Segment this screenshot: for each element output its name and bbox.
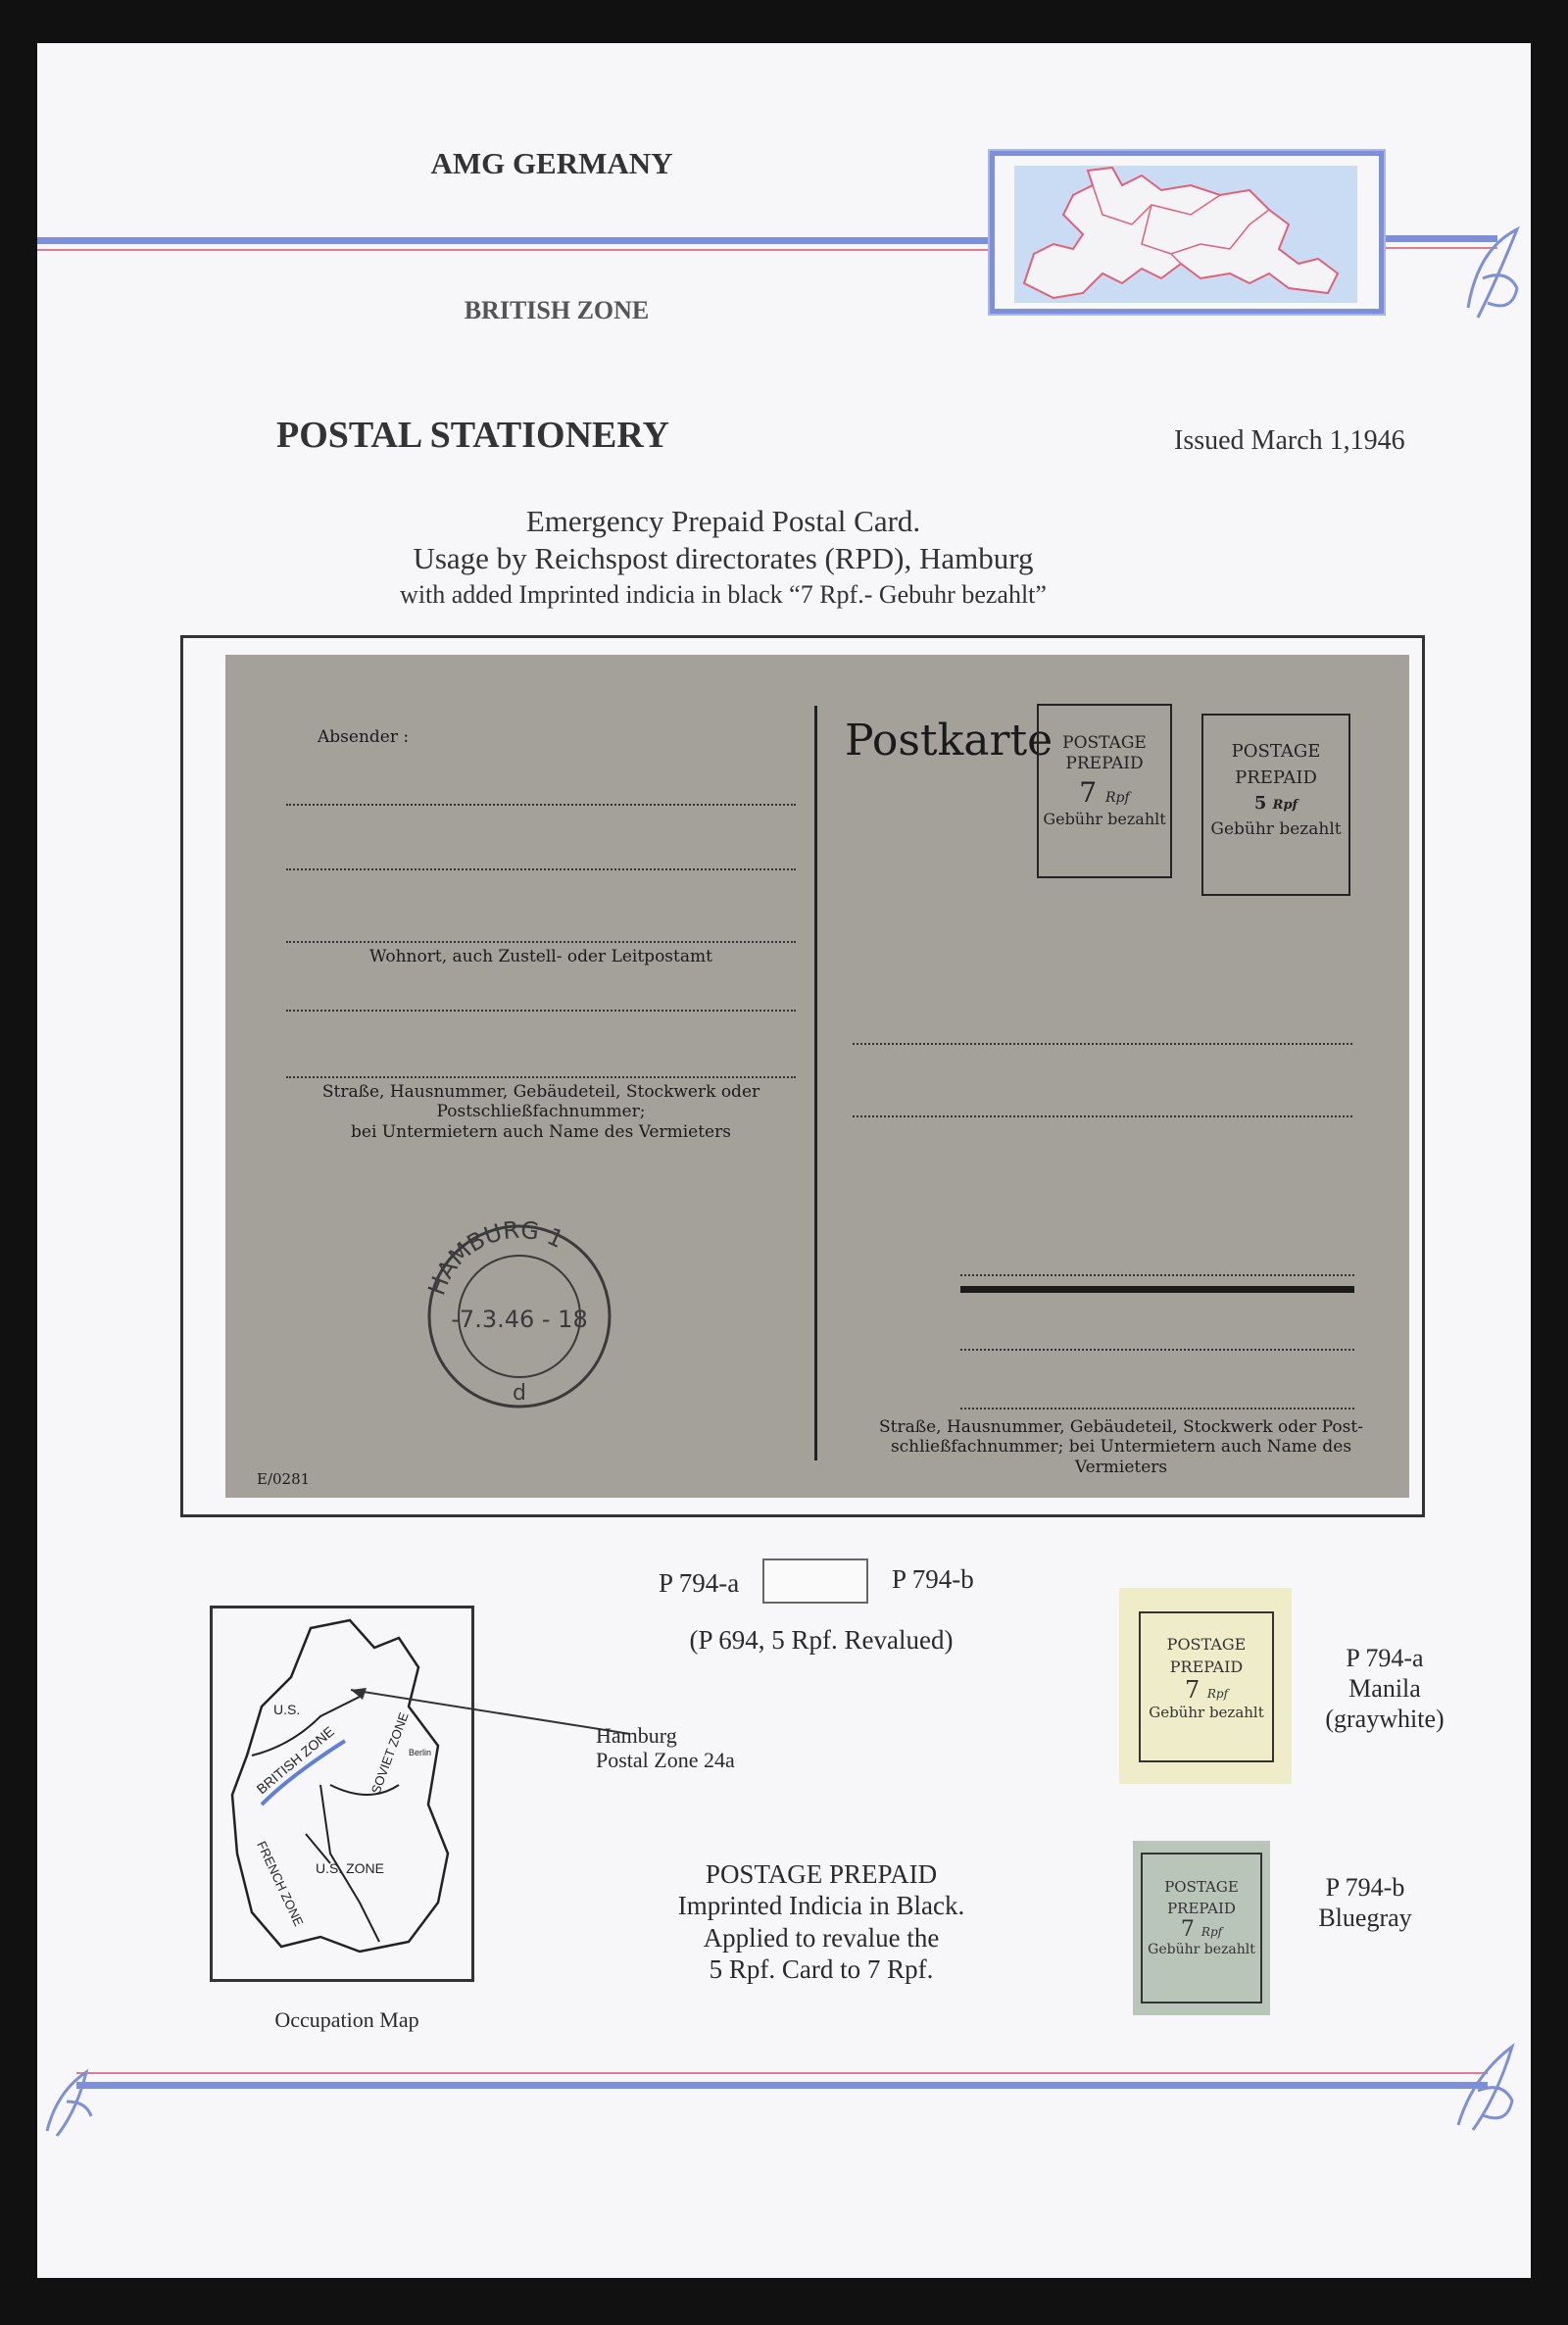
postmark-city: HAMBURG 1 [422,1215,568,1300]
occupation-map [210,1606,474,1982]
street-label-line1: Straße, Hausnummer, Gebäudeteil, Stockwerk oder [321,1082,760,1102]
dotted-line [853,1043,1352,1045]
stamp-value-number: 7 [1180,1917,1195,1942]
hamburg-callout [596,1723,735,1773]
map-caption: Occupation Map [274,2007,419,2032]
stamp-value [1143,1917,1260,1942]
svg-text:HAMBURG 1 [422,1216,567,1299]
map-label-us-south: U.S. ZONE [315,1860,385,1876]
postmark-letter: d [513,1381,526,1406]
europe-map [990,151,1384,314]
map-label-us-north: U.S. [273,1702,301,1717]
indicia-line3: Applied to revalue the [703,1922,940,1953]
stamp-unit: Rpf [1105,789,1130,806]
dotted-line [960,1408,1354,1410]
stamp-line4: Gebühr bezahlt [1210,818,1342,839]
dotted-line [960,1349,1354,1351]
stamp-value [1203,793,1348,816]
recipient-label-line2: schließfachnummer; bei Untermietern auch Name des Vermieters [890,1437,1352,1477]
dotted-line [286,941,796,943]
country-title: AMG GERMANY [430,146,673,180]
map-label-french: FRENCH ZONE [254,1838,307,1929]
occupation-map-drawing [213,1608,471,1979]
top-blue-line [37,237,988,244]
hamburg-callout-arrow [341,1680,635,1749]
flourish-top-right [1458,220,1531,327]
postcard-divider [814,706,817,1460]
variety-b-cutout [1133,1841,1270,2015]
stamp-line1: POSTAGE [1062,733,1147,753]
indicia-line2: Imprinted Indicia in Black. [677,1891,965,1921]
dotted-line [286,1076,796,1078]
variety-b-stamp [1141,1853,1262,2003]
variety-b-name: Bluegray [1318,1904,1412,1933]
issue-date: Issued March 1,1946 [1174,425,1405,456]
callout-line1: Hamburg [596,1723,677,1748]
stamp-line2: PREPAID [1169,1657,1244,1676]
card-code: E/0281 [257,1470,311,1488]
dotted-line [853,1115,1352,1117]
variety-a-cutout [1119,1588,1292,1784]
europe-map-image [995,156,1379,309]
album-page [37,43,1531,2278]
postkarte-title: Postkarte [845,716,1054,766]
stamp-unit: Rpf [1200,1925,1223,1939]
indicia-explanation [625,1858,1017,1986]
dotted-line [286,804,796,806]
bottom-red-line [76,2072,1488,2074]
map-label-berlin: Berlin [409,1748,432,1757]
stamp-unit: Rpf [1272,798,1298,813]
imprint-7-rpf [1037,704,1172,878]
stamp-line4: Gebühr bezahlt [1148,1942,1255,1957]
zone-subtitle: BRITISH ZONE [464,296,650,324]
postcard [225,655,1409,1498]
flourish-bottom-right [1448,2037,1527,2135]
variety-a-id: P 794-a [1346,1644,1424,1672]
stamp-value-number: 7 [1184,1676,1200,1704]
stamp-line2: PREPAID [1235,767,1317,788]
flourish-bottom-left [37,2062,106,2141]
recipient-label-line1: Straße, Hausnummer, Gebäudeteil, Stockwerk oder Post- [879,1417,1363,1437]
stamp-line4: Gebühr bezahlt [1149,1704,1264,1721]
stamp-line2: PREPAID [1167,1900,1236,1917]
stamp-line2: PREPAID [1065,754,1144,774]
catalog-note: (P 694, 5 Rpf. Revalued) [689,1625,954,1655]
stamp-line1: POSTAGE [1231,741,1321,762]
variety-a-label [1311,1643,1458,1735]
stamp-value-number: 5 [1253,793,1267,814]
imprint-5-rpf [1201,714,1350,896]
stamp-unit: Rpf [1206,1687,1229,1701]
street-label [286,1082,796,1142]
map-label-british: BRITISH ZONE [253,1723,338,1798]
stamp-line1: POSTAGE [1166,1635,1247,1654]
dotted-line [286,868,796,870]
description-line2: Usage by Reichspost directorates (RPD), Hamburg [413,541,1034,575]
stamp-line4: Gebühr bezahlt [1043,809,1166,828]
variety-a-stamp [1139,1611,1274,1762]
address-bar [960,1286,1354,1293]
street-label-line2: Postschließfachnummer; [436,1102,646,1122]
address-label: Wohnort, auch Zustell- oder Leitpostamt [369,947,712,966]
variety-b-label [1301,1872,1429,1933]
map-label-soviet: SOVIET ZONE [368,1709,412,1797]
stamp-value [1141,1676,1272,1704]
postmark-date: -7.3.46 - 18 [451,1306,588,1333]
indicia-line1: POSTAGE PREPAID [705,1859,938,1889]
variety-a-name: Manila [1348,1674,1421,1704]
catalog-right: P 794-b [892,1564,974,1594]
catalog-blank-box [762,1558,868,1604]
section-title: POSTAL STATIONERY [276,415,669,456]
callout-line2: Postal Zone 24a [596,1748,735,1773]
top-red-line [37,249,988,251]
bottom-blue-line [76,2082,1488,2089]
catalog-left: P 794-a [659,1568,740,1598]
description-line1: Emergency Prepaid Postal Card. [525,504,921,538]
variety-a-color: (graywhite) [1325,1705,1445,1734]
stamp-line1: POSTAGE [1164,1878,1239,1896]
stamp-value [1039,775,1170,810]
dotted-line [960,1274,1354,1276]
sender-label: Absender : [318,727,410,747]
stamp-value-number: 7 [1079,775,1098,809]
dotted-line [286,1010,796,1012]
hamburg-postmark [412,1213,627,1419]
street-label-line3: bei Untermietern auch Name des Vermieters [351,1121,731,1142]
recipient-label [853,1417,1390,1477]
variety-b-id: P 794-b [1325,1873,1405,1902]
description-line3: with added Imprinted indicia in black “7 Rpf.- Gebuhr bezahlt” [400,580,1047,609]
indicia-line4: 5 Rpf. Card to 7 Rpf. [709,1954,934,1985]
